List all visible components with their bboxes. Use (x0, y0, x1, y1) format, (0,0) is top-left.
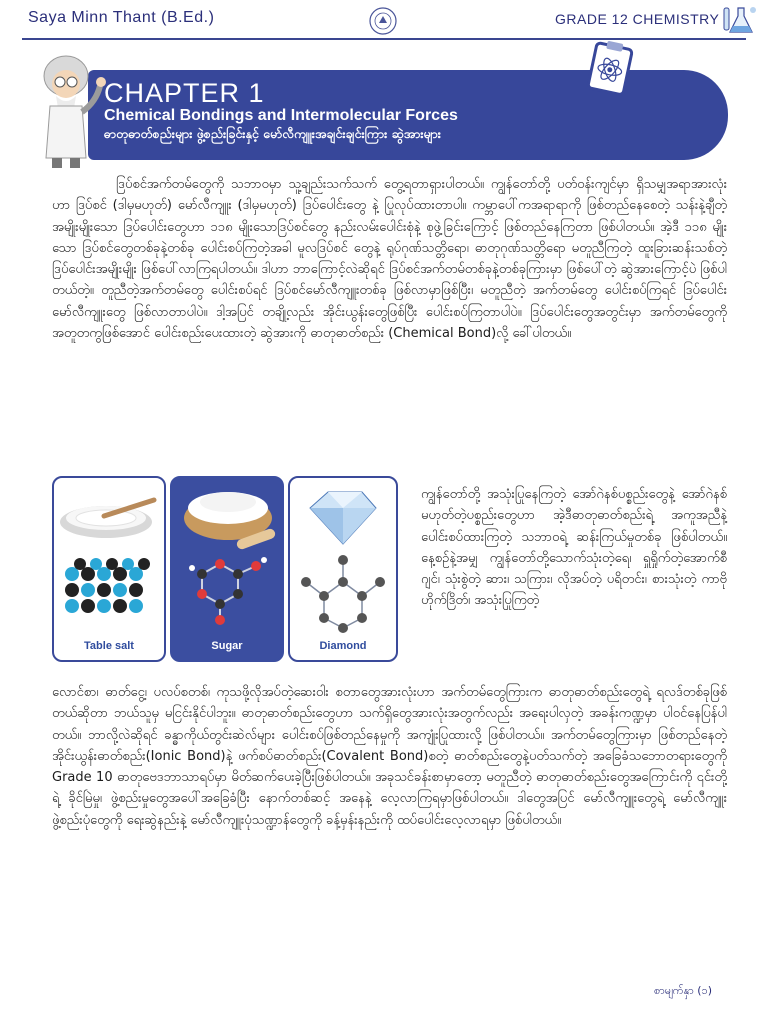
author-name: Saya Minn Thant (B.Ed.) (28, 9, 215, 26)
atom-clipboard-icon (584, 40, 638, 98)
diamond-caption: Diamond (319, 640, 367, 652)
sugar-icon (172, 478, 282, 660)
chapter-title-english: Chemical Bondings and Intermolecular Forces (104, 107, 458, 124)
intro-paragraph: ဒြပ်စင်အက်တမ်တွေကို သဘာဝမှာ သူ့ချည်းသက်သက် တွေ့ရတာရှားပါတယ်။ ကျွန်တော်တို့ ပတ်ဝန်းကျင်မှာ ရှိသမျှအရာအားလုံးဟာ ဒြပ်စင် (ဒါမှမဟုတ်) မော်လီကျူး (ဒါမှမဟုတ်) ဒြပ်ပေါင်းတွေ နဲ့ ပြုလုပ်ထားတာပါ။ ကမ္ဘာပေါ်ကအရာရာကို ဖြစ်တည်နေစေတဲ့ သန်းနဲ့ချီတဲ့ အမျိုးမျိုးသော ဒြပ်ပေါင်းတွေဟာ ၁၁၈ မျိုးသောဒြပ်စင်တွေ နည်းလမ်းပေါင်းစုံနဲ့ စုဖွဲ့ခြင်းကြောင့် ဖြစ်တည်နေကြတာ ဖြစ်ပါတယ်။ အဲ့ဒီ ၁၁၈ မျိုးသော ဒြပ်စင်တွေတစ်ခုနဲ့တစ်ခု ပေါင်းစပ်ကြတဲ့အခါ မူလဒြပ်စင် တွေနဲ့ ရုပ်ဂုဏ်သတ္တိရော၊ ဓာတုဂုဏ်သတ္တိရော မတူညီကြတဲ့ ထူးခြားဆန်းသစ်တဲ့ ဒြပ်ပေါင်းအမျိုးမျိုး ဖြစ်ပေါ်လာကြရပါတယ်။ ဒါဟာ ဘာကြောင့်လဲဆိုရင် ဒြပ်စင်အက်တမ်တစ်ခုနဲ့တစ်ခုကြားမှာ ဖြစ်ပေါ်တဲ့ ဆွဲအားကြောင့်ပဲ ဖြစ်ပါတယ်တဲ့။ တူညီတဲ့အက်တမ်တွေ ပေါင်းစပ်ရင် ဒြပ်စင်မော်လီကျူးတစ်ခု ဖြစ်လာမှာဖြစ်ပြီး၊ မတူညီတဲ့ အက်တမ်တွေ ပေါင်းစပ်ကြရင် ဒြပ်ပေါင်းမော်လီကျူးတွေ ဖြစ်လာတာပါပဲ။ ဒါ့အပြင် တချို့လည်း အိုင်းယွန်းတွေဖြစ်ပြီး ပေါင်းစပ်ကြတာပါပဲ။ ဒြပ်ပေါင်းတွေအတွင်းမှာ အက်တမ်တွေကို အတူတကွဖြစ်အောင် ပေါင်းစည်းပေးထားတဲ့ ဆွဲအားကို ဓာတုဓာတ်စည်း (Chemical Bond)လို့ ခေါ်ပါတယ်။ (52, 177, 727, 342)
table-salt-figure (52, 476, 166, 662)
subject-title: GRADE 12 CHEMISTRY (555, 11, 720, 27)
chapter-title-myanmar: ဓာတုဓာတ်စည်းများ ဖွဲ့စည်းခြင်းနှင့် မော်လီကျူးအချင်းချင်းကြား ဆွဲအားများ (104, 126, 441, 141)
chapter-number: CHAPTER 1 (104, 78, 265, 108)
organic-materials-paragraph: ကျွန်တော်တို့ အသုံးပြုနေကြတဲ့ အော်ဂဲနစ်ပစ္စည်းတွေနဲ့ အော်ဂဲနစ်မဟုတ်တဲ့ပစ္စည်းတွေဟာ အဲ့ဒီဓာတုဓာတ်စည်းရဲ့ အကူအညီနဲ့ ပေါင်းစပ်ထားကြတဲ့ သဘာဝရဲ့ ဆန်းကြယ်မှုတစ်ခု ဖြစ်ပါတယ်။ နေ့စဉ်နဲ့အမျှ ကျွန်တော်တို့သောက်သုံးတဲ့ရေ၊ ရှူရှိုက်တဲ့အောက်စီဂျင်၊ သုံးစွဲတဲ့ ဆား၊ သကြား၊ လိုအပ်တဲ့ ပရိတင်း၊ စားသုံးတဲ့ ကာဗိုဟိုက်ဒြိတ်၊ အသုံးပြုကြတဲ့ (421, 487, 727, 609)
bonding-overview-paragraph: လောင်စာ၊ ဓာတ်ငွေ့၊ ပလပ်စတစ်၊ ကုသဖို့လိုအပ်တဲ့ဆေးဝါး စတာတွေအားလုံးဟာ အက်တမ်တွေကြားက ဓာတုဓာတ်စည်းတွေရဲ့ ရလဒ်တစ်ခုဖြစ်တယ်ဆိုတာ ဘယ်သူမှ မငြင်းနိုင်ပါဘူး။ ဓာတုဓာတ်စည်းတွေဟာ သက်ရှိတွေအားလုံးအတွက်လည်း အရေးပါလှတဲ့ အခန်းကဏ္ဍမှာ ပါဝင်နေပြန်ပါတယ်။ ဘာလို့လဲဆိုရင် ခန္ဓာကိုယ်တွင်းဆဲလ်များ ပေါင်းစပ်ဖြစ်တည်နေမှုကို အကျုံးပြုထားလို့ ဖြစ်ပါတယ်။ အက်တမ်တွေကြားမှာ ဖြစ်တည်နေတဲ့ အိုင်းယွန်းဓာတ်စည်း(Ionic Bond)နဲ့ ဖက်စပ်ဓာတ်စည်း(Covalent Bond)စတဲ့ ဓာတ်စည်းတွေနဲ့ပတ်သက်တဲ့ အခြေခံသဘောတရားတွေကို Grade 10 ဓာတုဗေဒဘာသာရပ်မှာ မိတ်ဆက်ပေးခဲ့ပြီးဖြစ်ပါတယ်။ အခုသင်ခန်းစာမှာတော့ မတူညီတဲ့ ဓာတုဓာတ်စည်းတွေအကြောင်းကို ၎င်းတို့ရဲ့ ခိုင်မြဲမှု၊ ဖွဲ့စည်းမှုတွေအပေါ်အခြေခံပြီး နောက်တစ်ဆင့် အနေနဲ့ လေ့လာကြရမှာဖြစ်ပါတယ်။ ဒါတွေအပြင် မော်လီကျူးတွေရဲ့ မော်လီကျူးဖွဲ့စည်းပုံတွေကို ရေးဆွဲနည်းနဲ့ မော်လီကျူးပုံသဏ္ဍာန်တွေကို ခန့်မှန်းနည်းကို ထပ်ပေါင်းလေ့လာရမှာ ဖြစ်ပါတယ်။ (52, 685, 727, 828)
school-seal-icon (368, 6, 398, 36)
sugar-figure (170, 476, 284, 662)
page-number: စာမျက်နှာ (၁) (654, 984, 712, 997)
diamond-icon (290, 478, 396, 660)
table-salt-caption: Table salt (84, 640, 134, 652)
table-salt-icon (54, 478, 164, 660)
scientist-mascot-icon (28, 46, 110, 170)
diamond-figure (288, 476, 398, 662)
page-header (0, 0, 768, 40)
sugar-caption: Sugar (211, 640, 243, 652)
lab-flask-icon (720, 2, 760, 40)
